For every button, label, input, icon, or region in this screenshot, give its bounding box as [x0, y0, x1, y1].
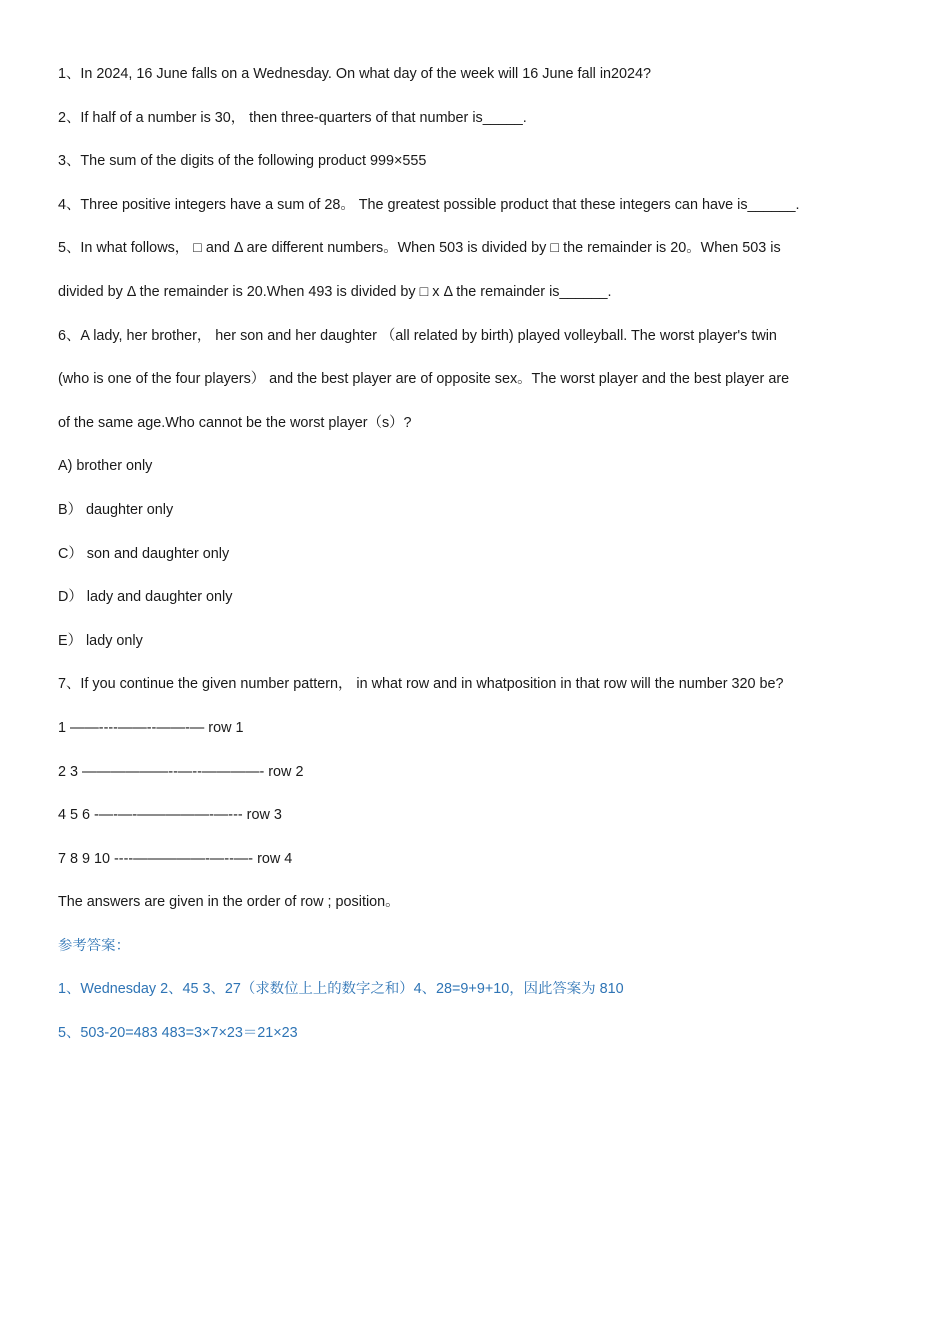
pattern-row-3: 4 5 6 -—-—-—————-—--- row 3 [58, 807, 282, 824]
question-6-line-3: of the same age.Who cannot be the worst player（s）? [58, 414, 412, 431]
option-e: E） lady only [58, 632, 143, 649]
question-4: 4、Three positive integers have a sum of 28。 The greatest possible product that these integers can have is______. [58, 196, 800, 213]
question-7: 7、If you continue the given number pattern， in what row and in whatposition in that row will the number 320 be? [58, 676, 784, 693]
option-a: A) brother only [58, 458, 153, 475]
option-b: B） daughter only [58, 501, 174, 518]
document-body [58, 59, 868, 1062]
question-6-line-1: 6、A lady, her brother， her son and her daughter （all related by birth) played volleyball. The worst player's twin [58, 327, 777, 344]
answer-format-note: The answers are given in the order of row ; position。 [58, 894, 400, 911]
answers-heading: 参考答案： [58, 937, 130, 954]
pattern-row-4: 7 8 9 10 ----—————-—--—- row 4 [58, 850, 293, 867]
question-6-line-2: (who is one of the four players） and the best player are of opposite sex。The worst player and the best player are [58, 371, 790, 388]
question-2: 2、If half of a number is 30， then three-quarters of that number is_____. [58, 109, 527, 126]
question-5-line-2: divided by Δ the remainder is 20.When 493 is divided by □ x Δ the remainder is______. [58, 283, 612, 300]
option-c: C） son and daughter only [58, 545, 230, 562]
answers-line-1: 1、Wednesday 2、45 3、27（求数位上上的数字之和）4、28=9+9+10，因此答案为 810 [58, 981, 624, 998]
question-3: 3、The sum of the digits of the following product 999×555 [58, 153, 427, 170]
option-d: D） lady and daughter only [58, 589, 233, 606]
pattern-row-2: 2 3 ——————--—--————- row 2 [58, 763, 304, 780]
question-5-line-1: 5、In what follows， □ and Δ are different numbers。When 503 is divided by □ the remainder is 20。When 503 is [58, 240, 781, 257]
question-1: 1、In 2024, 16 June falls on a Wednesday. On what day of the week will 16 June fall in2024? [58, 66, 652, 82]
pattern-row-1: 1 ——----——--——-— row 1 [58, 719, 244, 736]
answers-line-2: 5、503-20=483 483=3×7×23＝21×23 [58, 1025, 298, 1042]
